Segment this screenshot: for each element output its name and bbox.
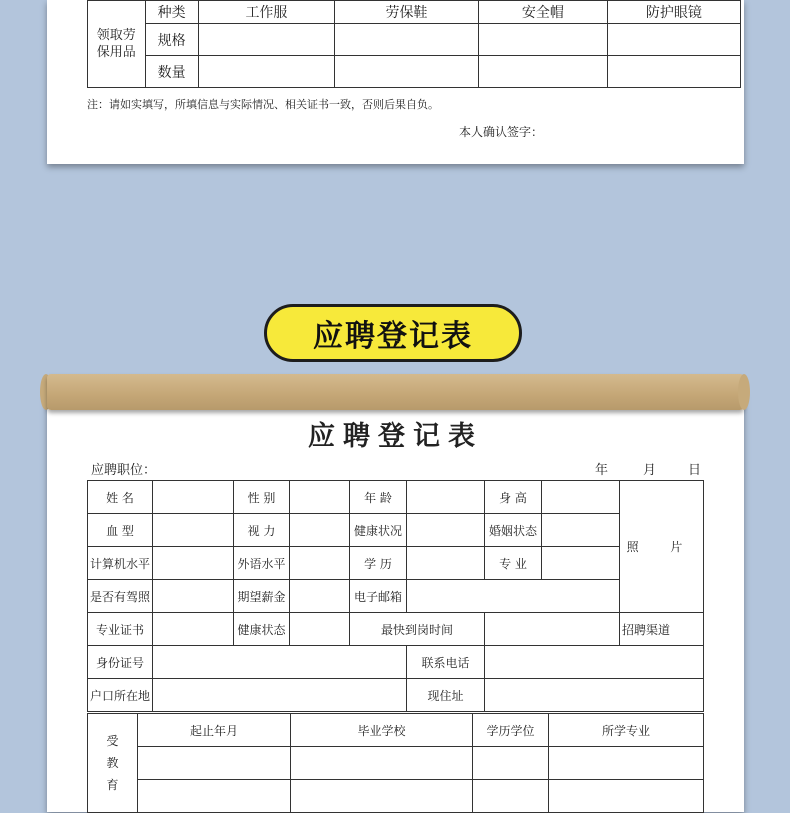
input-address[interactable] bbox=[485, 679, 704, 712]
label-name: 姓 名 bbox=[88, 481, 153, 514]
col-period: 起止年月 bbox=[138, 714, 291, 747]
input-computer[interactable] bbox=[153, 547, 234, 580]
label-id-number: 身份证号 bbox=[88, 646, 153, 679]
label-certificate: 专业证书 bbox=[88, 613, 153, 646]
edu-input[interactable] bbox=[291, 747, 473, 780]
row-label-qty: 数量 bbox=[145, 56, 198, 88]
label-computer: 计算机水平 bbox=[88, 547, 153, 580]
input-driving[interactable] bbox=[153, 580, 234, 613]
education-label-char: 受 bbox=[106, 734, 119, 748]
input-marital[interactable] bbox=[542, 514, 620, 547]
education-label-char: 教 bbox=[106, 756, 119, 770]
input-earliest-date[interactable] bbox=[485, 613, 620, 646]
input-education[interactable] bbox=[407, 547, 485, 580]
label-blood-type: 血 型 bbox=[88, 514, 153, 547]
edu-input[interactable] bbox=[549, 780, 704, 813]
section-label: 领取劳保用品 bbox=[88, 1, 146, 88]
input-email[interactable] bbox=[407, 580, 620, 613]
education-label-char: 育 bbox=[106, 778, 119, 792]
input-foreign-lang[interactable] bbox=[290, 547, 350, 580]
edu-input[interactable] bbox=[473, 747, 549, 780]
cell-input[interactable] bbox=[478, 24, 607, 56]
label-major: 专 业 bbox=[485, 547, 542, 580]
signature-label: 本人确认签字： bbox=[459, 125, 544, 139]
education-table bbox=[87, 713, 704, 813]
label-earliest-date: 最快到岗时间 bbox=[350, 613, 485, 646]
form-title: 应聘登记表 bbox=[308, 421, 483, 452]
input-health[interactable] bbox=[407, 514, 485, 547]
label-channel: 招聘渠道 bbox=[620, 613, 704, 646]
label-health-status: 健康状态 bbox=[234, 613, 290, 646]
label-marital: 婚姻状态 bbox=[485, 514, 542, 547]
input-height[interactable] bbox=[542, 481, 620, 514]
date-day: 日 bbox=[688, 463, 702, 478]
glue-binding-strip bbox=[47, 374, 744, 410]
col-safety-shoes: 劳保鞋 bbox=[335, 1, 479, 24]
label-address: 现住址 bbox=[407, 679, 485, 712]
input-health-status[interactable] bbox=[290, 613, 350, 646]
cell-input[interactable] bbox=[478, 56, 607, 88]
applicant-info-table bbox=[87, 480, 704, 712]
col-degree: 学历学位 bbox=[473, 714, 549, 747]
row-label-spec: 规格 bbox=[145, 24, 198, 56]
cell-input[interactable] bbox=[198, 56, 334, 88]
input-hukou[interactable] bbox=[153, 679, 407, 712]
top-form-sheet bbox=[47, 0, 744, 164]
protective-gear-table bbox=[87, 0, 741, 88]
education-section-label bbox=[88, 714, 138, 813]
label-height: 身 高 bbox=[485, 481, 542, 514]
photo-box[interactable]: 照 片 bbox=[620, 481, 704, 613]
col-study-major: 所学专业 bbox=[549, 714, 704, 747]
binding-right-end bbox=[738, 374, 750, 410]
input-major[interactable] bbox=[542, 547, 620, 580]
input-phone[interactable] bbox=[485, 646, 704, 679]
label-hukou: 户口所在地 bbox=[88, 679, 153, 712]
form-note: 注：请如实填写，所填信息与实际情况、相关证书一致，否则后果自负。 bbox=[87, 98, 439, 111]
col-helmet: 安全帽 bbox=[478, 1, 607, 24]
label-driving: 是否有驾照 bbox=[88, 580, 153, 613]
label-phone: 联系电话 bbox=[407, 646, 485, 679]
input-gender[interactable] bbox=[290, 481, 350, 514]
input-vision[interactable] bbox=[290, 514, 350, 547]
label-email: 电子邮箱 bbox=[350, 580, 407, 613]
cell-input[interactable] bbox=[335, 24, 479, 56]
label-foreign-lang: 外语水平 bbox=[234, 547, 290, 580]
cell-input[interactable] bbox=[335, 56, 479, 88]
input-salary[interactable] bbox=[290, 580, 350, 613]
date-year: 年 bbox=[595, 463, 609, 478]
input-name[interactable] bbox=[153, 481, 234, 514]
date-month: 月 bbox=[643, 463, 657, 478]
position-label: 应聘职位： bbox=[91, 463, 157, 478]
col-school: 毕业学校 bbox=[291, 714, 473, 747]
input-age[interactable] bbox=[407, 481, 485, 514]
input-certificate[interactable] bbox=[153, 613, 234, 646]
section-badge: 应聘登记表 bbox=[264, 304, 522, 362]
edu-input[interactable] bbox=[138, 780, 291, 813]
row-label-type: 种类 bbox=[145, 1, 198, 24]
label-gender: 性 别 bbox=[234, 481, 290, 514]
input-id-number[interactable] bbox=[153, 646, 407, 679]
col-goggles: 防护眼镜 bbox=[607, 1, 740, 24]
label-salary: 期望薪金 bbox=[234, 580, 290, 613]
label-education: 学 历 bbox=[350, 547, 407, 580]
label-age: 年 龄 bbox=[350, 481, 407, 514]
cell-input[interactable] bbox=[607, 56, 740, 88]
label-health: 健康状况 bbox=[350, 514, 407, 547]
col-workwear: 工作服 bbox=[198, 1, 334, 24]
edu-input[interactable] bbox=[291, 780, 473, 813]
application-form-sheet bbox=[47, 392, 744, 812]
cell-input[interactable] bbox=[607, 24, 740, 56]
cell-input[interactable] bbox=[198, 24, 334, 56]
edu-input[interactable] bbox=[549, 747, 704, 780]
input-blood-type[interactable] bbox=[153, 514, 234, 547]
edu-input[interactable] bbox=[138, 747, 291, 780]
edu-input[interactable] bbox=[473, 780, 549, 813]
label-vision: 视 力 bbox=[234, 514, 290, 547]
